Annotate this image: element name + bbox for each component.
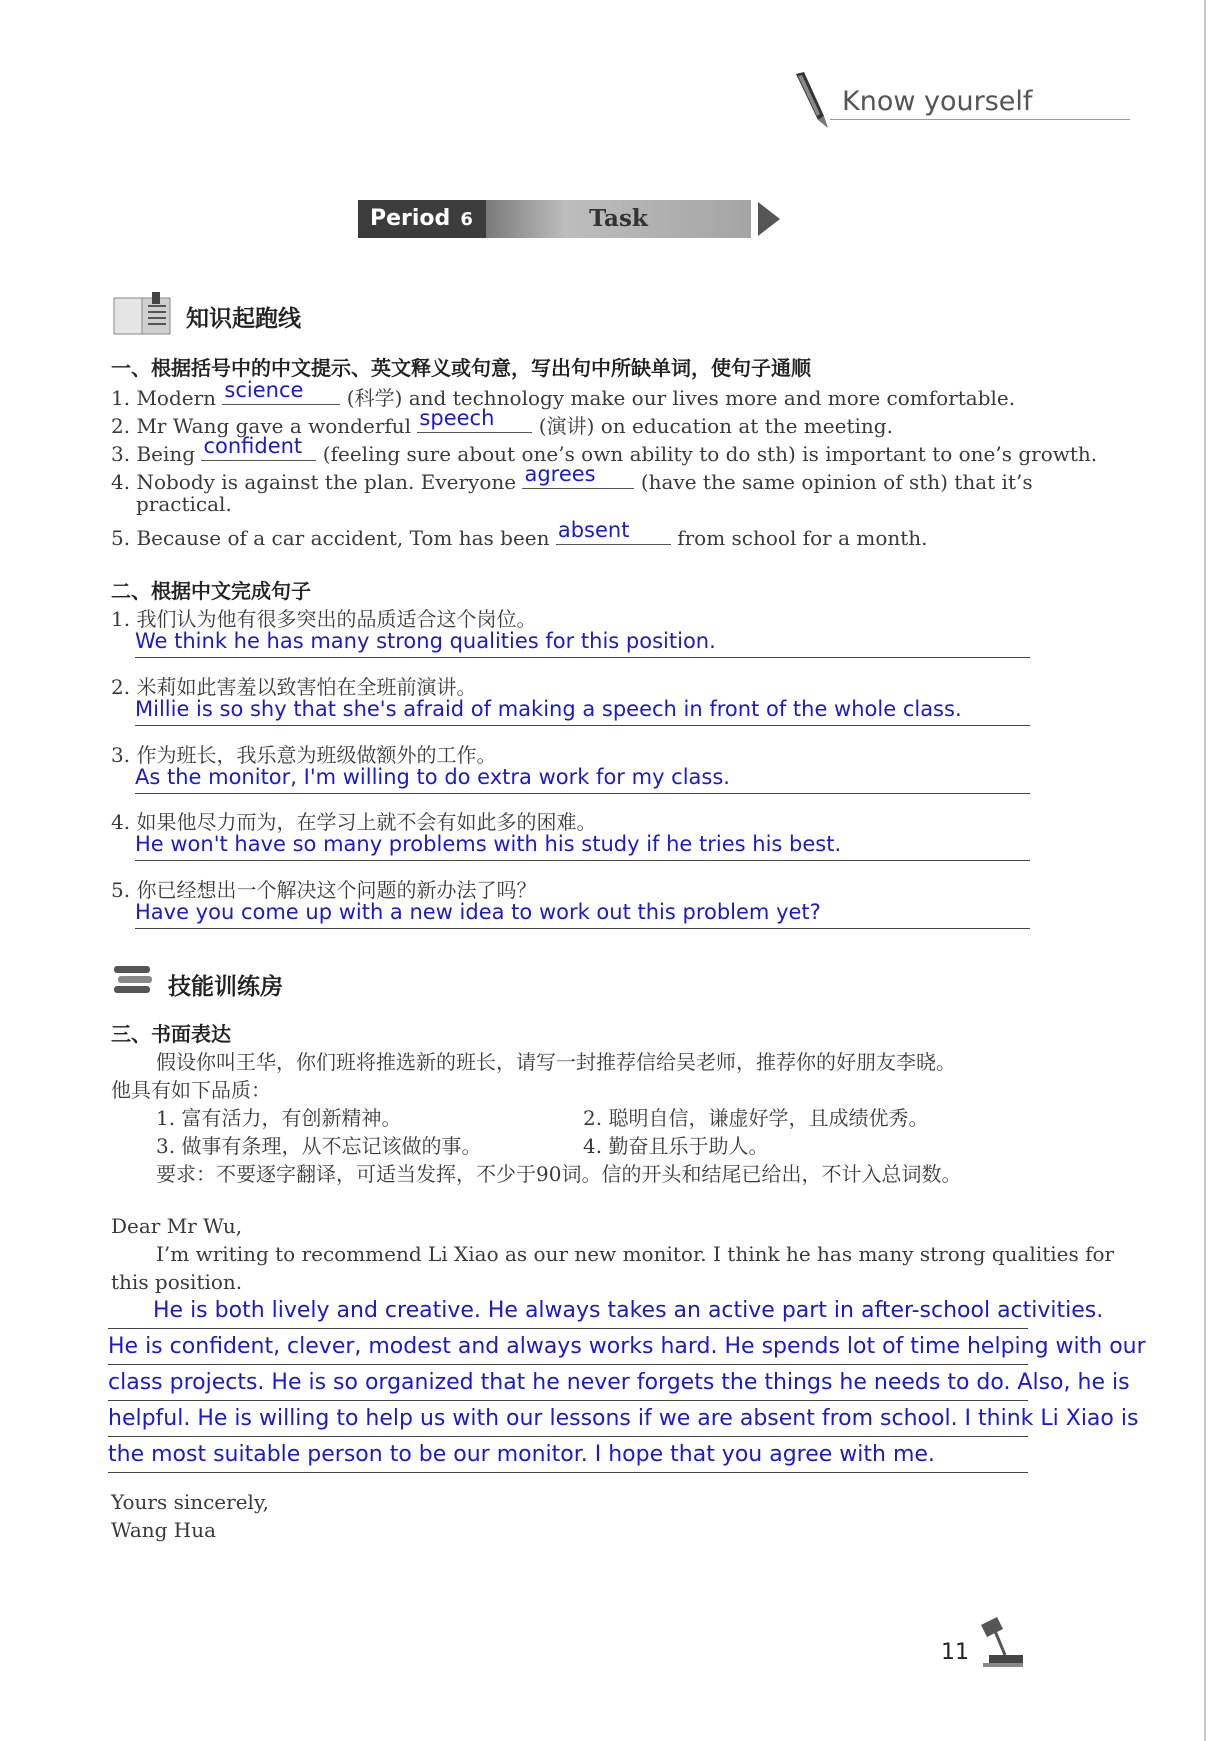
period-label: Period xyxy=(370,206,451,231)
letter-signature: Wang Hua xyxy=(111,1518,217,1542)
item-number: 2. xyxy=(111,675,131,699)
fill-item-3 xyxy=(111,436,1097,466)
fill-item-1 xyxy=(111,380,1015,411)
letter-opening-line-2: this position. xyxy=(111,1270,243,1294)
letter-body-line[interactable]: class projects. He is so organized that he never forgets the things he needs to do. Also, he is xyxy=(108,1368,1028,1401)
letter-body-line[interactable]: He is confident, clever, modest and always works hard. He spends lot of time helping with our xyxy=(108,1332,1028,1365)
writing-prompt-line-2: 他具有如下品质： xyxy=(111,1078,271,1102)
item-text: (科学) and technology make our lives more and more comfortable. xyxy=(346,386,1016,410)
pen-icon xyxy=(790,72,840,134)
letter-body-line[interactable]: the most suitable person to be our monitor. I hope that you agree with me. xyxy=(108,1440,1028,1473)
quality-item: 2. 聪明自信，谦虚好学，且成绩优秀。 xyxy=(583,1106,929,1130)
item-number: 5. xyxy=(111,878,131,902)
letter-body-line[interactable]: helpful. He is willing to help us with our lessons if we are absent from school. I think Li Xiao is xyxy=(108,1404,1028,1437)
letter-body-line[interactable]: He is both lively and creative. He always takes an active part in after-school activities. xyxy=(108,1296,1028,1329)
handwritten-answer: confident xyxy=(203,434,303,458)
letter-opening-line-1: I’m writing to recommend Li Xiao as our new monitor. I think he has many strong qualities for xyxy=(156,1242,1115,1266)
arrow-right-icon xyxy=(756,200,782,238)
item-number: 5. xyxy=(111,526,131,550)
header-rule xyxy=(830,119,1130,120)
answer-blank[interactable] xyxy=(201,436,316,461)
answer-blank[interactable] xyxy=(522,464,634,489)
chinese-prompt: 你已经想出一个解决这个问题的新办法了吗？ xyxy=(136,878,537,902)
period-number: 6 xyxy=(460,209,473,230)
item-number: 3. xyxy=(111,743,131,767)
chinese-prompt: 米莉如此害羞以致害怕在全班前演讲。 xyxy=(136,675,477,699)
answer-line[interactable]: Have you come up with a new idea to work out this problem yet? xyxy=(135,898,1030,929)
chinese-prompt: 我们认为他有很多突出的品质适合这个岗位。 xyxy=(136,607,537,631)
handwritten-answer: science xyxy=(224,378,304,402)
answer-blank[interactable] xyxy=(222,380,340,405)
section-heading-2 xyxy=(112,962,412,1002)
header-title: Know yourself xyxy=(842,86,1033,117)
item-number: 2. xyxy=(111,414,131,438)
quality-item: 1. 富有活力，有创新精神。 xyxy=(156,1106,402,1130)
fill-item-4-continued: practical. xyxy=(136,492,232,516)
item-number: 1. xyxy=(111,386,131,410)
period-label-box xyxy=(358,200,486,238)
item-number: 4. xyxy=(111,810,131,834)
part-3-title: 三、书面表达 xyxy=(111,1022,231,1046)
writing-prompt-line-1: 假设你叫王华，你们班将推选新的班长，请写一封推荐信给吴老师，推荐你的好朋友李晓。 xyxy=(156,1050,956,1074)
stack-icon xyxy=(112,962,154,998)
writing-requirement: 要求：不要逐字翻译，可适当发挥，不少于90词。信的开头和结尾已给出，不计入总词数。 xyxy=(156,1162,962,1186)
answer-line[interactable]: We think he has many strong qualities for this position. xyxy=(135,627,1030,658)
period-banner xyxy=(358,200,778,238)
part-2-title: 二、根据中文完成句子 xyxy=(111,579,311,603)
answer-line[interactable]: Millie is so shy that she's afraid of making a speech in front of the whole class. xyxy=(135,695,1030,726)
item-text: (have the same opinion of sth) that it’s xyxy=(640,470,1033,494)
section-2-title: 技能训练房 xyxy=(168,973,283,1000)
handwritten-answer: agrees xyxy=(524,462,596,486)
page-header xyxy=(790,70,1170,130)
letter-closing: Yours sincerely, xyxy=(111,1490,269,1514)
answer-blank[interactable] xyxy=(417,408,532,433)
item-number: 1. xyxy=(111,607,131,631)
item-text: from school for a month. xyxy=(677,526,928,550)
item-text: Because of a car accident, Tom has been xyxy=(136,526,550,550)
item-text: (feeling sure about one’s own ability to do sth) is important to one’s growth. xyxy=(322,442,1098,466)
section-1-title: 知识起跑线 xyxy=(186,305,301,332)
fill-item-4 xyxy=(111,464,1033,494)
item-number: 3. xyxy=(111,442,131,466)
period-name: Task xyxy=(486,200,751,238)
quality-item: 3. 做事有条理，从不忘记该做的事。 xyxy=(156,1134,482,1158)
item-text: Nobody is against the plan. Everyone xyxy=(136,470,517,494)
item-text: (演讲) on education at the meeting. xyxy=(538,414,893,438)
item-number: 4. xyxy=(111,470,131,494)
book-icon xyxy=(112,292,174,336)
item-text: Modern xyxy=(136,386,217,410)
item-text: Mr Wang gave a wonderful xyxy=(136,414,412,438)
answer-line[interactable]: As the monitor, I'm willing to do extra work for my class. xyxy=(135,763,1030,794)
handwritten-answer: speech xyxy=(419,406,495,430)
chinese-prompt: 如果他尽力而为，在学习上就不会有如此多的困难。 xyxy=(136,810,597,834)
desk-lamp-icon xyxy=(975,1615,1027,1671)
chinese-prompt: 作为班长，我乐意为班级做额外的工作。 xyxy=(136,743,497,767)
answer-line[interactable]: He won't have so many problems with his study if he tries his best. xyxy=(135,830,1030,861)
section-heading-1 xyxy=(112,292,412,338)
page-number: 11 xyxy=(941,1640,969,1665)
part-1-title: 一、根据括号中的中文提示、英文释义或句意，写出句中所缺单词，使句子通顺 xyxy=(111,356,811,380)
item-text: Being xyxy=(136,442,196,466)
handwritten-answer: absent xyxy=(557,518,630,542)
fill-item-5 xyxy=(111,520,928,550)
quality-item: 4. 勤奋且乐于助人。 xyxy=(583,1134,769,1158)
letter-greeting: Dear Mr Wu, xyxy=(111,1214,243,1238)
answer-blank[interactable] xyxy=(556,520,671,545)
